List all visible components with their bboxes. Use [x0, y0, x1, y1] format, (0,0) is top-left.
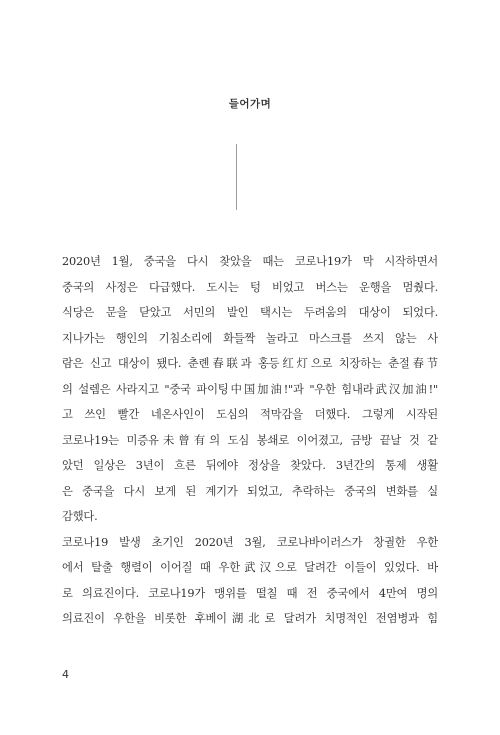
- text-line: 2020년 1월, 중국을 다시 찾았을 때는 코로나19가 막 시작하면서: [62, 255, 438, 268]
- text-line: 감했다.: [62, 510, 98, 523]
- text-line: 지나가는 행인의 기침소리에 화들짝 놀라고 마스크를 쓰지 않는 사: [62, 331, 438, 345]
- section-heading: 들어가며: [228, 98, 272, 110]
- text-line: 에서 탈출 행렬이 이어질 때 우한武汉으로 달려간 이들이 있었다. 바: [62, 561, 438, 574]
- text-line: 았던 일상은 3년이 흐른 뒤에야 정상을 찾았다. 3년간의 통제 생활: [62, 459, 438, 472]
- text-line: 람은 신고 대상이 됐다. 춘롄春联과 홍등红灯으로 치장하는 춘절春节: [62, 357, 438, 370]
- text-line: 코로나19는 미증유未曾有의 도심 봉쇄로 이어졌고, 금방 끝날 것 같: [62, 433, 438, 447]
- paragraph-1: [62, 249, 438, 530]
- body-text: [62, 249, 438, 632]
- text-line: 은 중국을 다시 보게 된 계기가 되었고, 추락하는 중국의 변화를 실: [62, 484, 438, 498]
- text-line: 의료진이 우한을 비롯한 후베이湖北로 달려가 치명적인 전염병과 힘: [62, 612, 438, 625]
- text-line: 로 의료진이다. 코로나19가 맹위를 떨칠 때 전 중국에서 4만여 명의: [62, 586, 438, 600]
- text-line: 중국의 사정은 다급했다. 도시는 텅 비었고 버스는 운행을 멈췄다.: [62, 280, 438, 294]
- text-line: 코로나19 발생 초기인 2020년 3월, 코로나바이러스가 창궐한 우한: [62, 535, 438, 549]
- page-number: 4: [62, 668, 69, 681]
- text-line: 식당은 문을 닫았고 서민의 발인 택시는 두려움의 대상이 되었다.: [62, 306, 438, 319]
- text-line: 의 설렘은 사라지고 "중국 파이팅中国加油!"과 "우한 힘내라武汉加油!": [62, 382, 438, 396]
- paragraph-2: [62, 530, 438, 632]
- text-line: 고 쓰인 빨간 네온사인이 도심의 적막감을 더했다. 그렇게 시작된: [62, 408, 438, 421]
- vertical-divider: [236, 144, 237, 210]
